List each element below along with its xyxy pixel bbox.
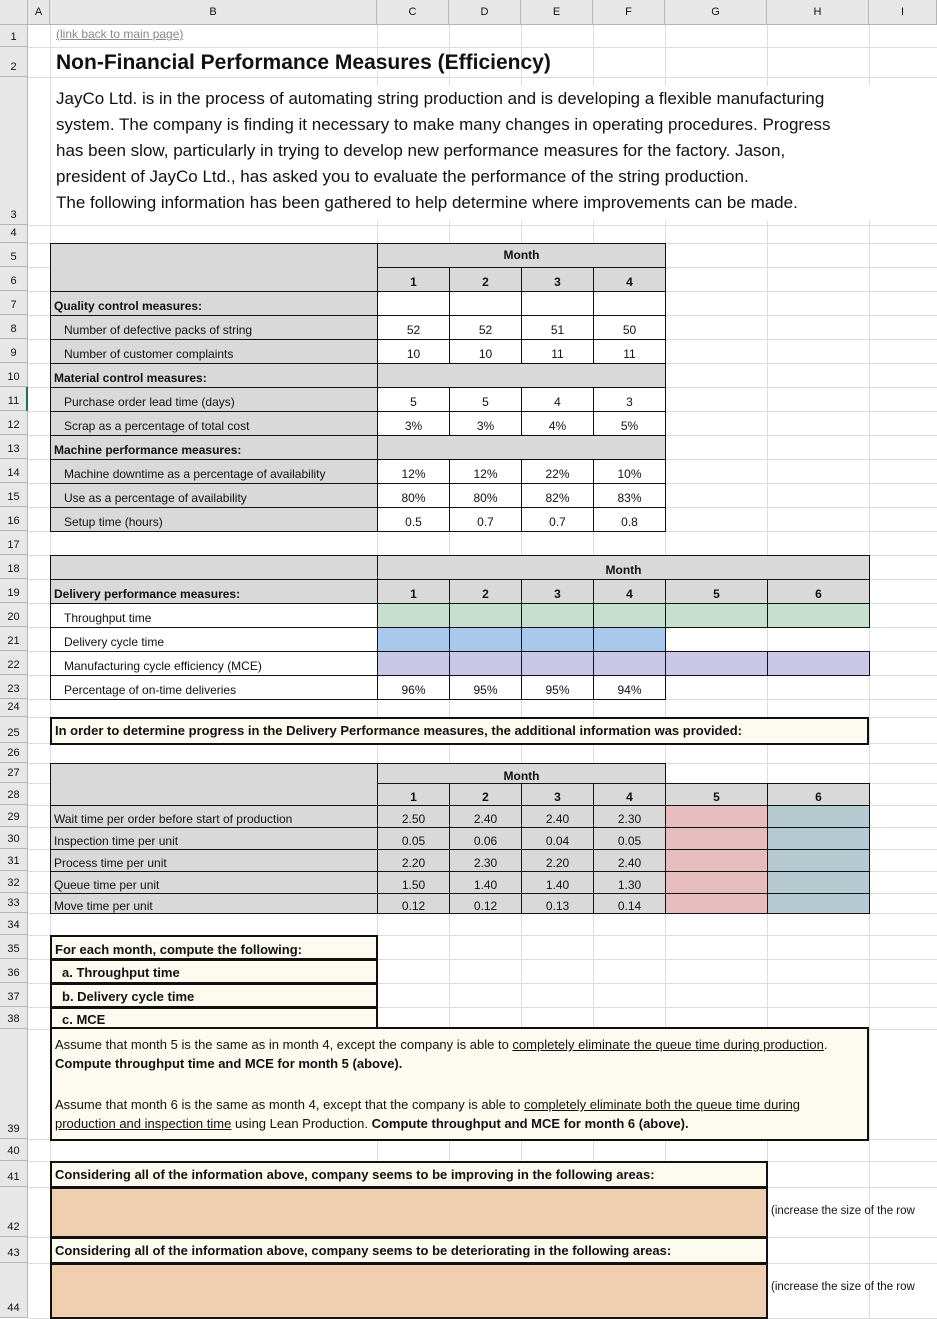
row-header-41[interactable] <box>0 1161 28 1187</box>
answer-cell[interactable] <box>593 627 666 652</box>
row-header-9[interactable] <box>0 339 28 363</box>
row-header-1[interactable] <box>0 25 28 47</box>
table1-value[interactable]: 4 <box>521 387 594 412</box>
row-number: 16 <box>7 515 20 527</box>
improving-label: Considering all of the information above, company seems to be improving in the following areas: <box>50 1161 768 1188</box>
improving-answer-box[interactable] <box>50 1187 768 1238</box>
row-number: 17 <box>7 539 20 551</box>
row-number: 44 <box>7 1302 20 1314</box>
section-spacer <box>377 435 666 460</box>
table1-value[interactable]: 4% <box>521 411 594 436</box>
deteriorating-label: Considering all of the information above, company seems to be deteriorating in the following areas: <box>50 1237 768 1264</box>
row-number: 28 <box>7 789 20 801</box>
row-header-30[interactable] <box>0 827 28 849</box>
assumption-text: . <box>823 1037 828 1052</box>
section-heading: Material control measures: <box>50 363 378 388</box>
table3-value[interactable]: 1.40 <box>449 871 522 894</box>
table1-month-number: 1 <box>377 267 450 292</box>
column-header-a[interactable]: A <box>28 0 50 25</box>
table1-value[interactable]: 10 <box>377 339 450 364</box>
row-label: Use as a percentage of availability <box>50 483 378 508</box>
info-banner: In order to determine progress in the Delivery Performance measures, the additional information was provided: <box>50 717 869 745</box>
month5-input-cell[interactable] <box>665 849 768 872</box>
table3-value[interactable]: 2.40 <box>521 805 594 828</box>
table2-month-number: 3 <box>521 579 594 604</box>
table1-value[interactable]: 5% <box>593 411 666 436</box>
intro-line: president of JayCo Ltd., has asked you to evaluate the performance of the string production. <box>56 167 749 186</box>
answer-cell[interactable] <box>593 651 666 676</box>
month5-input-cell[interactable] <box>665 827 768 850</box>
row-header-34[interactable] <box>0 913 28 935</box>
deteriorating-answer-box[interactable] <box>50 1263 768 1319</box>
answer-cell[interactable] <box>377 627 450 652</box>
table1-value[interactable]: 50 <box>593 315 666 340</box>
table2-month-number: 5 <box>665 579 768 604</box>
row-number: 41 <box>7 1171 20 1183</box>
row-header-36[interactable] <box>0 959 28 983</box>
table1-value[interactable]: 11 <box>593 339 666 364</box>
row-number: 2 <box>10 61 17 73</box>
intro-line: has been slow, particularly in trying to develop new performance measures for the factory. Jason, <box>56 141 786 160</box>
table1-value[interactable]: 5 <box>449 387 522 412</box>
row-header-31[interactable] <box>0 849 28 871</box>
row-number: 34 <box>7 919 20 931</box>
row-header-19[interactable] <box>0 579 28 603</box>
row-header-44[interactable] <box>0 1263 28 1318</box>
table3-value[interactable]: 1.40 <box>521 871 594 894</box>
table1-value[interactable]: 0.5 <box>377 507 450 532</box>
row-header-38[interactable] <box>0 1007 28 1029</box>
table3-value[interactable]: 2.50 <box>377 805 450 828</box>
section-heading: Machine performance measures: <box>50 435 378 460</box>
answer-cell[interactable] <box>449 651 522 676</box>
assumptions-box <box>50 1027 869 1141</box>
table3-value[interactable]: 2.30 <box>593 805 666 828</box>
table2-value[interactable]: 94% <box>593 675 666 700</box>
assumption-text: completely eliminate both the queue time during production and inspection time <box>55 1097 801 1131</box>
row-number: 4 <box>10 227 17 239</box>
table2-month-number: 4 <box>593 579 666 604</box>
row-header-15[interactable] <box>0 483 28 507</box>
row-size-note: (increase the size of the row <box>771 1281 915 1293</box>
compute-item: c. MCE <box>50 1007 378 1030</box>
row-header-23[interactable] <box>0 675 28 699</box>
row-label: Wait time per order before start of production <box>50 805 378 828</box>
answer-cell[interactable] <box>593 603 666 628</box>
row-number: 29 <box>7 811 20 823</box>
table3-month-header: Month <box>377 763 666 784</box>
row-label: Purchase order lead time (days) <box>50 387 378 412</box>
row-header-37[interactable] <box>0 983 28 1007</box>
table3-month-number: 6 <box>767 783 870 806</box>
row-header-4[interactable] <box>0 225 28 243</box>
table3-month-number: 5 <box>665 783 768 806</box>
row-number: 33 <box>7 897 20 909</box>
section-heading: Quality control measures: <box>50 291 378 316</box>
compute-heading: For each month, compute the following: <box>50 935 378 960</box>
table3-value[interactable]: 1.50 <box>377 871 450 894</box>
row-number: 8 <box>10 323 17 335</box>
row-label: Throughput time <box>50 603 378 628</box>
row-number: 11 <box>7 395 20 407</box>
table3-value[interactable]: 2.40 <box>593 849 666 872</box>
table1-value[interactable]: 3 <box>593 387 666 412</box>
row-number: 32 <box>7 877 20 889</box>
row-number: 39 <box>7 1123 20 1135</box>
row-header-18[interactable] <box>0 555 28 579</box>
row-number: 42 <box>7 1221 20 1233</box>
row-number: 38 <box>7 1013 20 1025</box>
answer-cell[interactable] <box>665 651 768 676</box>
table2-value[interactable]: 95% <box>521 675 594 700</box>
row-label: Move time per unit <box>50 893 378 914</box>
row-header-14[interactable] <box>0 459 28 483</box>
table3-value[interactable]: 0.06 <box>449 827 522 850</box>
row-number: 22 <box>7 659 20 671</box>
intro-line: JayCo Ltd. is in the process of automating string production and is developing a flexible manufacturing <box>56 89 825 108</box>
column-header-i[interactable]: I <box>869 0 937 25</box>
table1-value[interactable]: 12% <box>377 459 450 484</box>
month5-input-cell[interactable] <box>665 805 768 828</box>
row-header-10[interactable] <box>0 363 28 387</box>
active-row-indicator <box>26 387 28 411</box>
row-number: 18 <box>7 563 20 575</box>
table3-value[interactable]: 0.04 <box>521 827 594 850</box>
month6-input-cell[interactable] <box>767 893 870 914</box>
column-header-d[interactable]: D <box>449 0 521 25</box>
row-header-12[interactable] <box>0 411 28 435</box>
row-header-24[interactable] <box>0 699 28 717</box>
assumption-text: completely eliminate the queue time during production <box>512 1037 824 1052</box>
row-label: Process time per unit <box>50 849 378 872</box>
column-header-b[interactable]: B <box>50 0 377 25</box>
gridline <box>28 225 937 226</box>
row-number: 10 <box>7 371 20 383</box>
table1-value[interactable] <box>593 291 666 316</box>
table1-value[interactable]: 80% <box>377 483 450 508</box>
row-header-35[interactable] <box>0 935 28 959</box>
gridline <box>28 77 937 78</box>
table1-value[interactable]: 83% <box>593 483 666 508</box>
table3-value[interactable]: 0.12 <box>449 893 522 914</box>
intro-paragraph <box>56 86 886 221</box>
table2-value[interactable]: 96% <box>377 675 450 700</box>
assumption-text: Compute throughput and MCE for month 6 (above). <box>371 1116 689 1131</box>
column-header-f[interactable]: F <box>593 0 665 25</box>
row-header-33[interactable] <box>0 893 28 913</box>
row-header-3[interactable] <box>0 77 28 225</box>
row-number: 40 <box>7 1145 20 1157</box>
table1-value[interactable]: 0.8 <box>593 507 666 532</box>
row-number: 37 <box>7 991 20 1003</box>
answer-cell[interactable] <box>377 651 450 676</box>
row-number: 6 <box>10 275 17 287</box>
table1-value[interactable]: 52 <box>377 315 450 340</box>
row-number: 12 <box>7 419 20 431</box>
table2-month-header: Month <box>377 555 870 580</box>
table3-value[interactable]: 2.30 <box>449 849 522 872</box>
row-number: 30 <box>7 833 20 845</box>
table1-value[interactable] <box>521 291 594 316</box>
page-title: Non-Financial Performance Measures (Efficiency) <box>56 51 551 74</box>
assumption-text: Assume that month 6 is the same as month 4, except that the company is able to <box>55 1097 524 1112</box>
month5-input-cell[interactable] <box>665 893 768 914</box>
table1-value[interactable]: 22% <box>521 459 594 484</box>
row-number: 19 <box>7 587 20 599</box>
column-header-g[interactable]: G <box>665 0 767 25</box>
row-number: 24 <box>7 701 20 713</box>
row-number: 23 <box>7 683 20 695</box>
row-number: 1 <box>10 31 17 43</box>
month5-input-cell[interactable] <box>665 871 768 894</box>
column-header-e[interactable]: E <box>521 0 593 25</box>
answer-cell[interactable] <box>665 603 768 628</box>
row-header-27[interactable] <box>0 763 28 783</box>
table1-month-number: 2 <box>449 267 522 292</box>
table3-value[interactable]: 0.05 <box>377 827 450 850</box>
assumption-text: Compute throughput time and MCE for month 5 (above). <box>55 1056 403 1071</box>
assumption-paragraph <box>55 1035 861 1073</box>
table3-value[interactable]: 0.14 <box>593 893 666 914</box>
main-page-link[interactable]: (link back to main page) <box>56 27 184 41</box>
table1-value[interactable]: 0.7 <box>449 507 522 532</box>
table1-value[interactable]: 3% <box>377 411 450 436</box>
row-number: 9 <box>10 347 17 359</box>
row-number: 27 <box>7 767 20 779</box>
table1-value[interactable]: 12% <box>449 459 522 484</box>
row-number: 13 <box>7 443 20 455</box>
row-size-note: (increase the size of the row <box>771 1205 915 1217</box>
table1-value[interactable]: 11 <box>521 339 594 364</box>
answer-cell[interactable] <box>521 651 594 676</box>
row-header-43[interactable] <box>0 1237 28 1263</box>
table3-month-number: 3 <box>521 783 594 806</box>
row-header-20[interactable] <box>0 603 28 627</box>
table1-value[interactable]: 82% <box>521 483 594 508</box>
select-all-corner[interactable] <box>0 0 28 25</box>
column-header-c[interactable]: C <box>377 0 449 25</box>
row-label: Machine downtime as a percentage of availability <box>50 459 378 484</box>
row-header-25[interactable] <box>0 717 28 743</box>
month6-input-cell[interactable] <box>767 805 870 828</box>
intro-line: The following information has been gathered to help determine where improvements can be made. <box>56 193 798 212</box>
row-header-17[interactable] <box>0 531 28 555</box>
row-number: 35 <box>7 943 20 955</box>
answer-cell[interactable] <box>521 603 594 628</box>
row-number: 14 <box>7 467 20 479</box>
row-header-16[interactable] <box>0 507 28 531</box>
table2-corner <box>50 555 378 580</box>
answer-cell[interactable] <box>449 603 522 628</box>
row-header-39[interactable] <box>0 1029 28 1139</box>
row-header-28[interactable] <box>0 783 28 805</box>
table3-month-number: 4 <box>593 783 666 806</box>
table1-value[interactable] <box>449 291 522 316</box>
row-header-22[interactable] <box>0 651 28 675</box>
row-label: Percentage of on-time deliveries <box>50 675 378 700</box>
table1-value[interactable]: 10% <box>593 459 666 484</box>
row-header-40[interactable] <box>0 1139 28 1161</box>
table3-value[interactable]: 2.40 <box>449 805 522 828</box>
row-label: Manufacturing cycle efficiency (MCE) <box>50 651 378 676</box>
table3-value[interactable]: 1.30 <box>593 871 666 894</box>
table1-value[interactable]: 52 <box>449 315 522 340</box>
table1-value[interactable] <box>377 291 450 316</box>
row-header-6[interactable] <box>0 267 28 291</box>
row-header-2[interactable] <box>0 47 28 77</box>
table3-value[interactable]: 0.12 <box>377 893 450 914</box>
row-number: 36 <box>7 967 20 979</box>
table3-value[interactable]: 2.20 <box>521 849 594 872</box>
row-header-21[interactable] <box>0 627 28 651</box>
assumption-paragraph <box>55 1095 861 1133</box>
row-number: 3 <box>10 209 17 221</box>
table1-month-header: Month <box>377 243 666 268</box>
month6-input-cell[interactable] <box>767 849 870 872</box>
row-header-8[interactable] <box>0 315 28 339</box>
row-number: 26 <box>7 747 20 759</box>
assumption-text: using Lean Production. <box>231 1116 372 1131</box>
compute-item: b. Delivery cycle time <box>50 983 378 1008</box>
row-label: Number of defective packs of string <box>50 315 378 340</box>
row-header-5[interactable] <box>0 243 28 267</box>
row-label: Delivery cycle time <box>50 627 378 652</box>
table1-value[interactable]: 3% <box>449 411 522 436</box>
row-header-11[interactable] <box>0 387 28 411</box>
answer-cell[interactable] <box>377 603 450 628</box>
section-spacer <box>377 363 666 388</box>
row-label: Scrap as a percentage of total cost <box>50 411 378 436</box>
table1-corner <box>50 243 378 292</box>
table1-month-number: 3 <box>521 267 594 292</box>
answer-cell[interactable] <box>449 627 522 652</box>
row-label: Inspection time per unit <box>50 827 378 850</box>
table2-header-label: Delivery performance measures: <box>50 579 378 604</box>
table1-value[interactable]: 51 <box>521 315 594 340</box>
row-number: 21 <box>7 635 20 647</box>
row-number: 20 <box>7 611 20 623</box>
table3-corner <box>50 763 378 806</box>
month6-input-cell[interactable] <box>767 827 870 850</box>
row-number: 43 <box>7 1247 20 1259</box>
row-number: 7 <box>10 299 17 311</box>
row-header-13[interactable] <box>0 435 28 459</box>
table2-month-number: 6 <box>767 579 870 604</box>
table3-value[interactable]: 2.20 <box>377 849 450 872</box>
table2-month-number: 1 <box>377 579 450 604</box>
row-header-29[interactable] <box>0 805 28 827</box>
answer-cell[interactable] <box>767 651 870 676</box>
row-number: 5 <box>10 251 17 263</box>
table3-month-number: 2 <box>449 783 522 806</box>
row-header-7[interactable] <box>0 291 28 315</box>
row-number: 15 <box>7 491 20 503</box>
row-number: 25 <box>7 727 20 739</box>
table1-value[interactable]: 10 <box>449 339 522 364</box>
answer-cell[interactable] <box>767 603 870 628</box>
assumption-text: Assume that month 5 is the same as in month 4, except the company is able to <box>55 1037 513 1052</box>
table1-value[interactable]: 0.7 <box>521 507 594 532</box>
month6-input-cell[interactable] <box>767 871 870 894</box>
table3-value[interactable]: 0.13 <box>521 893 594 914</box>
intro-line: system. The company is finding it necessary to make many changes in operating procedures. Progress <box>56 115 831 134</box>
row-label: Setup time (hours) <box>50 507 378 532</box>
row-header-26[interactable] <box>0 743 28 763</box>
table1-value[interactable]: 80% <box>449 483 522 508</box>
compute-item: a. Throughput time <box>50 959 378 984</box>
row-header-32[interactable] <box>0 871 28 893</box>
table2-month-number: 2 <box>449 579 522 604</box>
answer-cell[interactable] <box>521 627 594 652</box>
table3-month-number: 1 <box>377 783 450 806</box>
table1-month-number: 4 <box>593 267 666 292</box>
column-header-h[interactable]: H <box>767 0 869 25</box>
table1-value[interactable]: 5 <box>377 387 450 412</box>
row-label: Queue time per unit <box>50 871 378 894</box>
table2-value[interactable]: 95% <box>449 675 522 700</box>
row-label: Number of customer complaints <box>50 339 378 364</box>
table3-value[interactable]: 0.05 <box>593 827 666 850</box>
gridline <box>28 47 937 48</box>
row-number: 31 <box>7 855 20 867</box>
row-header-42[interactable] <box>0 1187 28 1237</box>
